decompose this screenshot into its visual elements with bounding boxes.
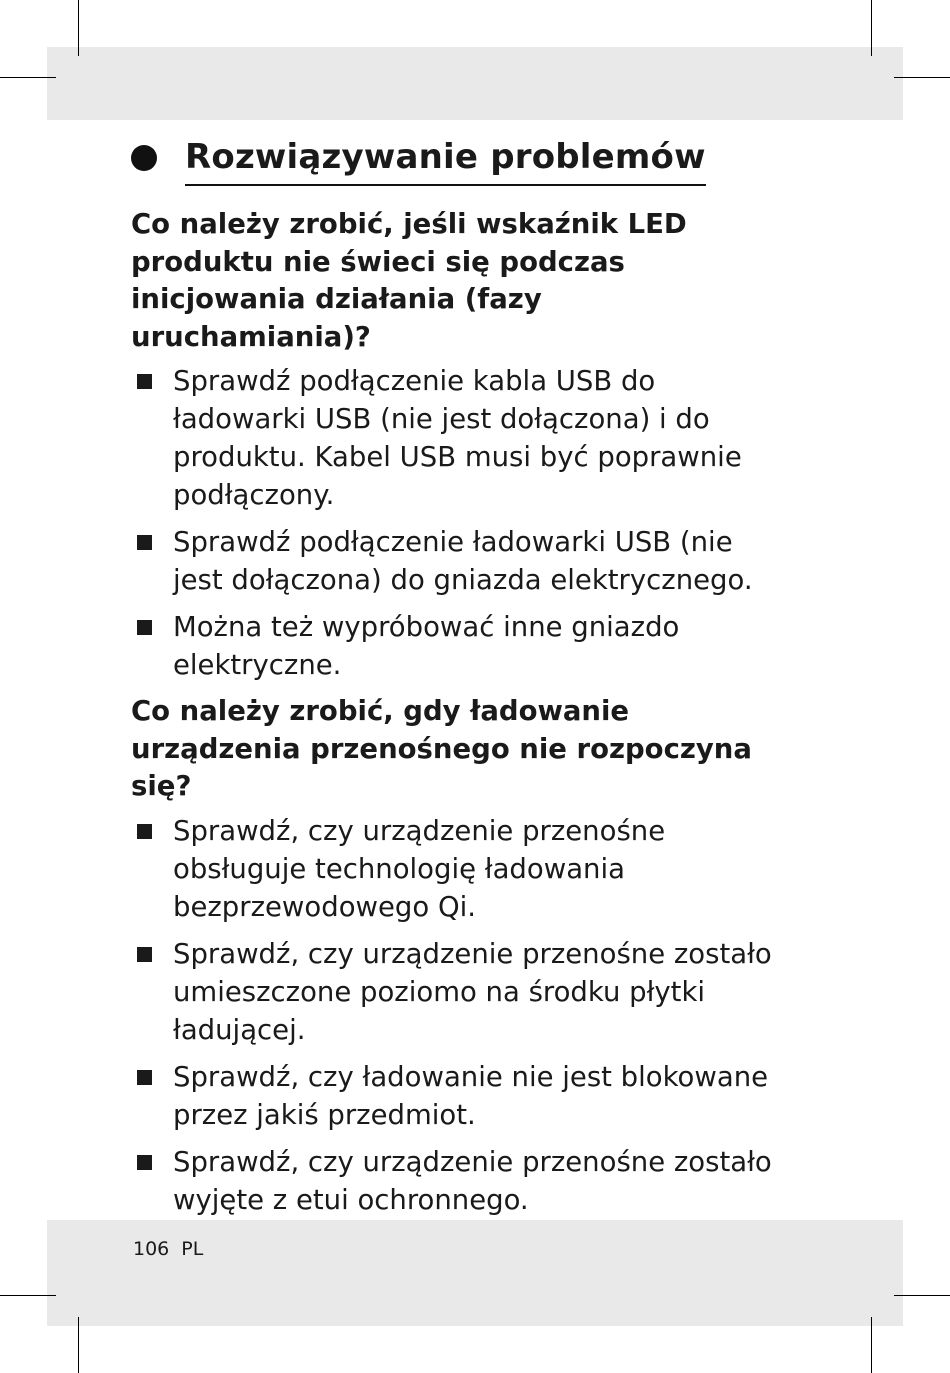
crop-mark [871,1317,872,1373]
page-number: 106 [133,1238,170,1260]
list-item [131,935,791,1049]
crop-mark [0,77,56,78]
answer-text: Sprawdź, czy urządzenie przenośne obsługuje technologię ładowania bezprzewodowego Qi. [173,814,666,923]
bullet-circle-icon [131,145,157,171]
list-item [131,812,791,926]
answer-list [131,362,791,684]
crop-mark [871,0,872,56]
crop-mark [894,77,950,78]
list-item [131,1143,791,1219]
faq-block [131,693,791,1219]
answer-text: Sprawdź podłączenie kabla USB do ładowarki USB (nie jest dołączona) i do produktu. Kabel USB musi być poprawnie podłączony. [173,365,742,511]
crop-mark [0,1295,56,1296]
page-content [131,130,791,1228]
answer-text: Sprawdź podłączenie ładowarki USB (nie jest dołączona) do gniazda elektrycznego. [173,526,753,596]
square-bullet-icon [137,1070,152,1085]
faq-question: Co należy zrobić, gdy ładowanie urządzenia przenośnego nie rozpoczyna się? [131,695,752,802]
list-item [131,523,791,599]
page-title: Rozwiązywanie problemów [185,130,706,186]
list-item [131,362,791,514]
faq-question: Co należy zrobić, jeśli wskaźnik LED produktu nie świeci się podczas inicjowania działania (fazy uruchamiania)? [131,208,687,353]
answer-text: Sprawdź, czy ładowanie nie jest blokowane przez jakiś przedmiot. [173,1060,769,1131]
page-footer [133,1236,203,1262]
list-item [131,1058,791,1134]
square-bullet-icon [137,947,152,962]
square-bullet-icon [137,535,152,550]
answer-text: Można też wypróbować inne gniazdo elektryczne. [173,611,680,681]
square-bullet-icon [137,824,152,839]
language-code: PL [181,1238,204,1260]
crop-mark [78,1317,79,1373]
section-heading [131,130,791,186]
answer-text: Sprawdź, czy urządzenie przenośne zostało umieszczone poziomo na środku płytki ładującej. [173,937,772,1046]
answer-list [131,812,791,1219]
square-bullet-icon [137,620,152,635]
answer-text: Sprawdź, czy urządzenie przenośne zostało wyjęte z etui ochronnego. [173,1145,772,1216]
crop-mark [78,0,79,56]
header-band [47,47,903,120]
square-bullet-icon [137,374,152,389]
square-bullet-icon [137,1155,152,1170]
crop-mark [894,1295,950,1296]
list-item [131,608,791,684]
faq-block [131,206,791,684]
